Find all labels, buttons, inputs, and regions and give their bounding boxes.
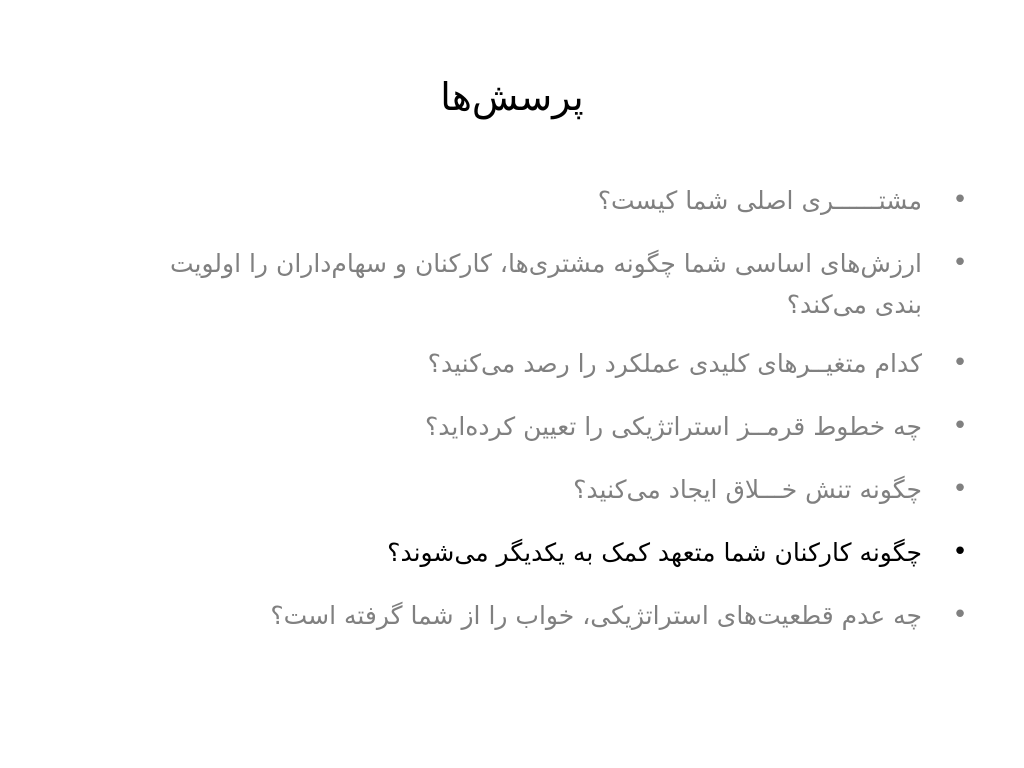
- bullet-dot-icon: •: [952, 411, 968, 441]
- slide-title: پرسش‌ها: [440, 75, 584, 119]
- bullet-item: [120, 469, 970, 510]
- bullet-item: [120, 180, 970, 221]
- bullet-dot-icon: •: [952, 474, 968, 504]
- bullet-text: چه عدم قطعیت‌های استراتژیکی، خواب را از شما گرفته است؟: [270, 601, 922, 630]
- bullet-item: [120, 243, 970, 325]
- bullet-text: چه خطوط قرمــز استراتژیکی را تعیین کرده‌اید؟: [424, 412, 922, 441]
- bullet-dot-icon: •: [952, 537, 968, 567]
- bullet-dot-icon: •: [952, 348, 968, 378]
- bullet-text: کدام متغیــرهای کلیدی عملکرد را رصد می‌کنید؟: [427, 349, 922, 378]
- bullet-text: مشتــــــری اصلی شما کیست؟: [597, 186, 922, 215]
- bullet-text: چگونه کارکنان شما متعهد کمک به یکدیگر می‌شوند؟: [387, 538, 922, 567]
- bullet-item: [120, 406, 970, 447]
- bullet-list: [120, 180, 970, 658]
- bullet-item: [120, 532, 970, 573]
- bullet-item: [120, 595, 970, 636]
- bullet-dot-icon: •: [952, 185, 968, 215]
- bullet-dot-icon: •: [952, 248, 968, 278]
- bullet-dot-icon: •: [952, 600, 968, 630]
- bullet-text: چگونه تنش خـــلاق ایجاد می‌کنید؟: [573, 475, 922, 504]
- bullet-item: [120, 343, 970, 384]
- bullet-text: ارزش‌های اساسی شما چگونه مشتری‌ها، کارکنان و سهام‌داران را اولویت بندی می‌کند؟: [169, 249, 922, 319]
